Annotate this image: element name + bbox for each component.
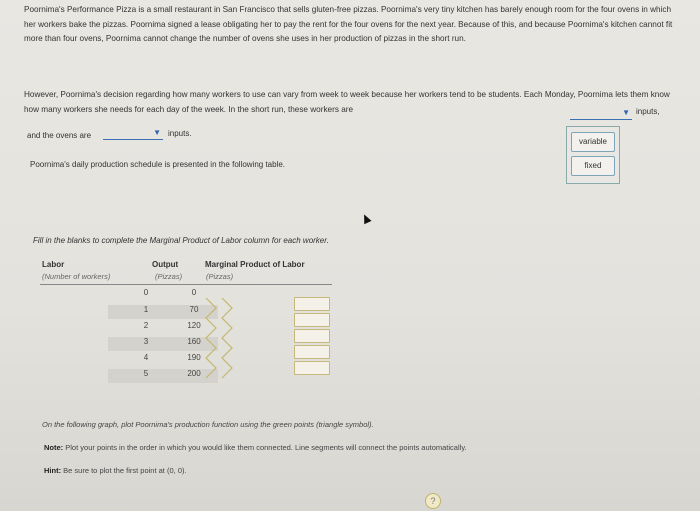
fill-instruction: Fill in the blanks to complete the Marginal Product of Labor column for each worker. xyxy=(33,236,329,245)
table-row xyxy=(108,353,218,367)
chevron-down-icon: ▼ xyxy=(622,108,630,117)
workers-input-type-dropdown[interactable] xyxy=(570,109,632,120)
schedule-text: Poornima's daily production schedule is presented in the following table. xyxy=(30,160,286,169)
mouse-cursor-icon xyxy=(360,213,371,225)
table-row xyxy=(108,369,218,383)
mpl-input-1[interactable] xyxy=(294,297,330,311)
inputs-label-1: inputs, xyxy=(636,107,660,116)
mpl-subheader: (Pizzas) xyxy=(206,272,234,281)
labor-subheader: (Number of workers) xyxy=(42,272,111,281)
mpl-input-3[interactable] xyxy=(294,329,330,343)
table-row xyxy=(108,337,218,351)
output-cell: 190 xyxy=(187,353,201,362)
labor-cell: 0 xyxy=(143,288,149,297)
graph-instruction: On the following graph, plot Poornima's production function using the green points (triangle symbol). xyxy=(42,420,374,429)
ovens-text: and the ovens are xyxy=(27,131,92,140)
labor-cell: 3 xyxy=(143,337,149,346)
help-button[interactable]: ? xyxy=(425,493,441,509)
labor-cell: 4 xyxy=(143,353,149,362)
note-label: Note: xyxy=(44,443,64,452)
option-variable[interactable]: variable xyxy=(571,132,615,152)
inputs-label-2: inputs. xyxy=(168,129,192,138)
mpl-input-5[interactable] xyxy=(294,361,330,375)
labor-cell: 1 xyxy=(143,305,149,314)
workers-paragraph: However, Poornima's decision regarding how many workers to use can vary from week to week because her workers tend to be students. Each Monday, Poornima lets them know how many workers she needs for each day of the week. In the short run, these workers are xyxy=(24,90,670,114)
table-row xyxy=(108,321,218,335)
output-cell: 160 xyxy=(187,337,201,346)
table-header-rule xyxy=(40,284,332,285)
labor-header: Labor xyxy=(42,260,65,269)
labor-cell: 2 xyxy=(143,321,149,330)
chevron-down-icon: ▼ xyxy=(153,128,161,137)
hint-label: Hint: xyxy=(44,466,62,475)
output-cell: 120 xyxy=(187,321,201,330)
hint-line xyxy=(44,466,187,475)
labor-cell: 5 xyxy=(143,369,149,378)
output-header: Output xyxy=(152,260,179,269)
ovens-input-type-dropdown[interactable] xyxy=(103,129,163,140)
output-cell: 200 xyxy=(187,369,201,378)
mpl-input-2[interactable] xyxy=(294,313,330,327)
mpl-header: Marginal Product of Labor xyxy=(205,260,305,269)
mpl-input-4[interactable] xyxy=(294,345,330,359)
note-text: Plot your points in the order in which you would like them connected. Line segments will connect the points automatically. xyxy=(65,443,467,452)
output-subheader: (Pizzas) xyxy=(155,272,183,281)
table-row xyxy=(108,288,218,302)
intro-paragraph: Poornima's Performance Pizza is a small restaurant in San Francisco that sells gluten-free pizzas. Poornima's very tiny kitchen has barely enough room for the four ovens in which her workers bake the pizzas. Poornima signed a lease obligating her to pay the rent for the four ovens for the next year. Because of this, and because Poornima's kitchen cannot fit more than four ovens, Poornima cannot change the number of ovens she uses in her production of pizzas in the short run. xyxy=(24,5,673,43)
output-cell: 0 xyxy=(191,288,197,297)
zigzag-connector xyxy=(204,294,244,384)
hint-text: Be sure to plot the first point at (0, 0). xyxy=(63,466,187,475)
dropdown-options-popup xyxy=(566,126,620,184)
table-row xyxy=(108,305,218,319)
note-line xyxy=(44,443,467,452)
output-cell: 70 xyxy=(189,305,199,314)
option-fixed[interactable]: fixed xyxy=(571,156,615,176)
